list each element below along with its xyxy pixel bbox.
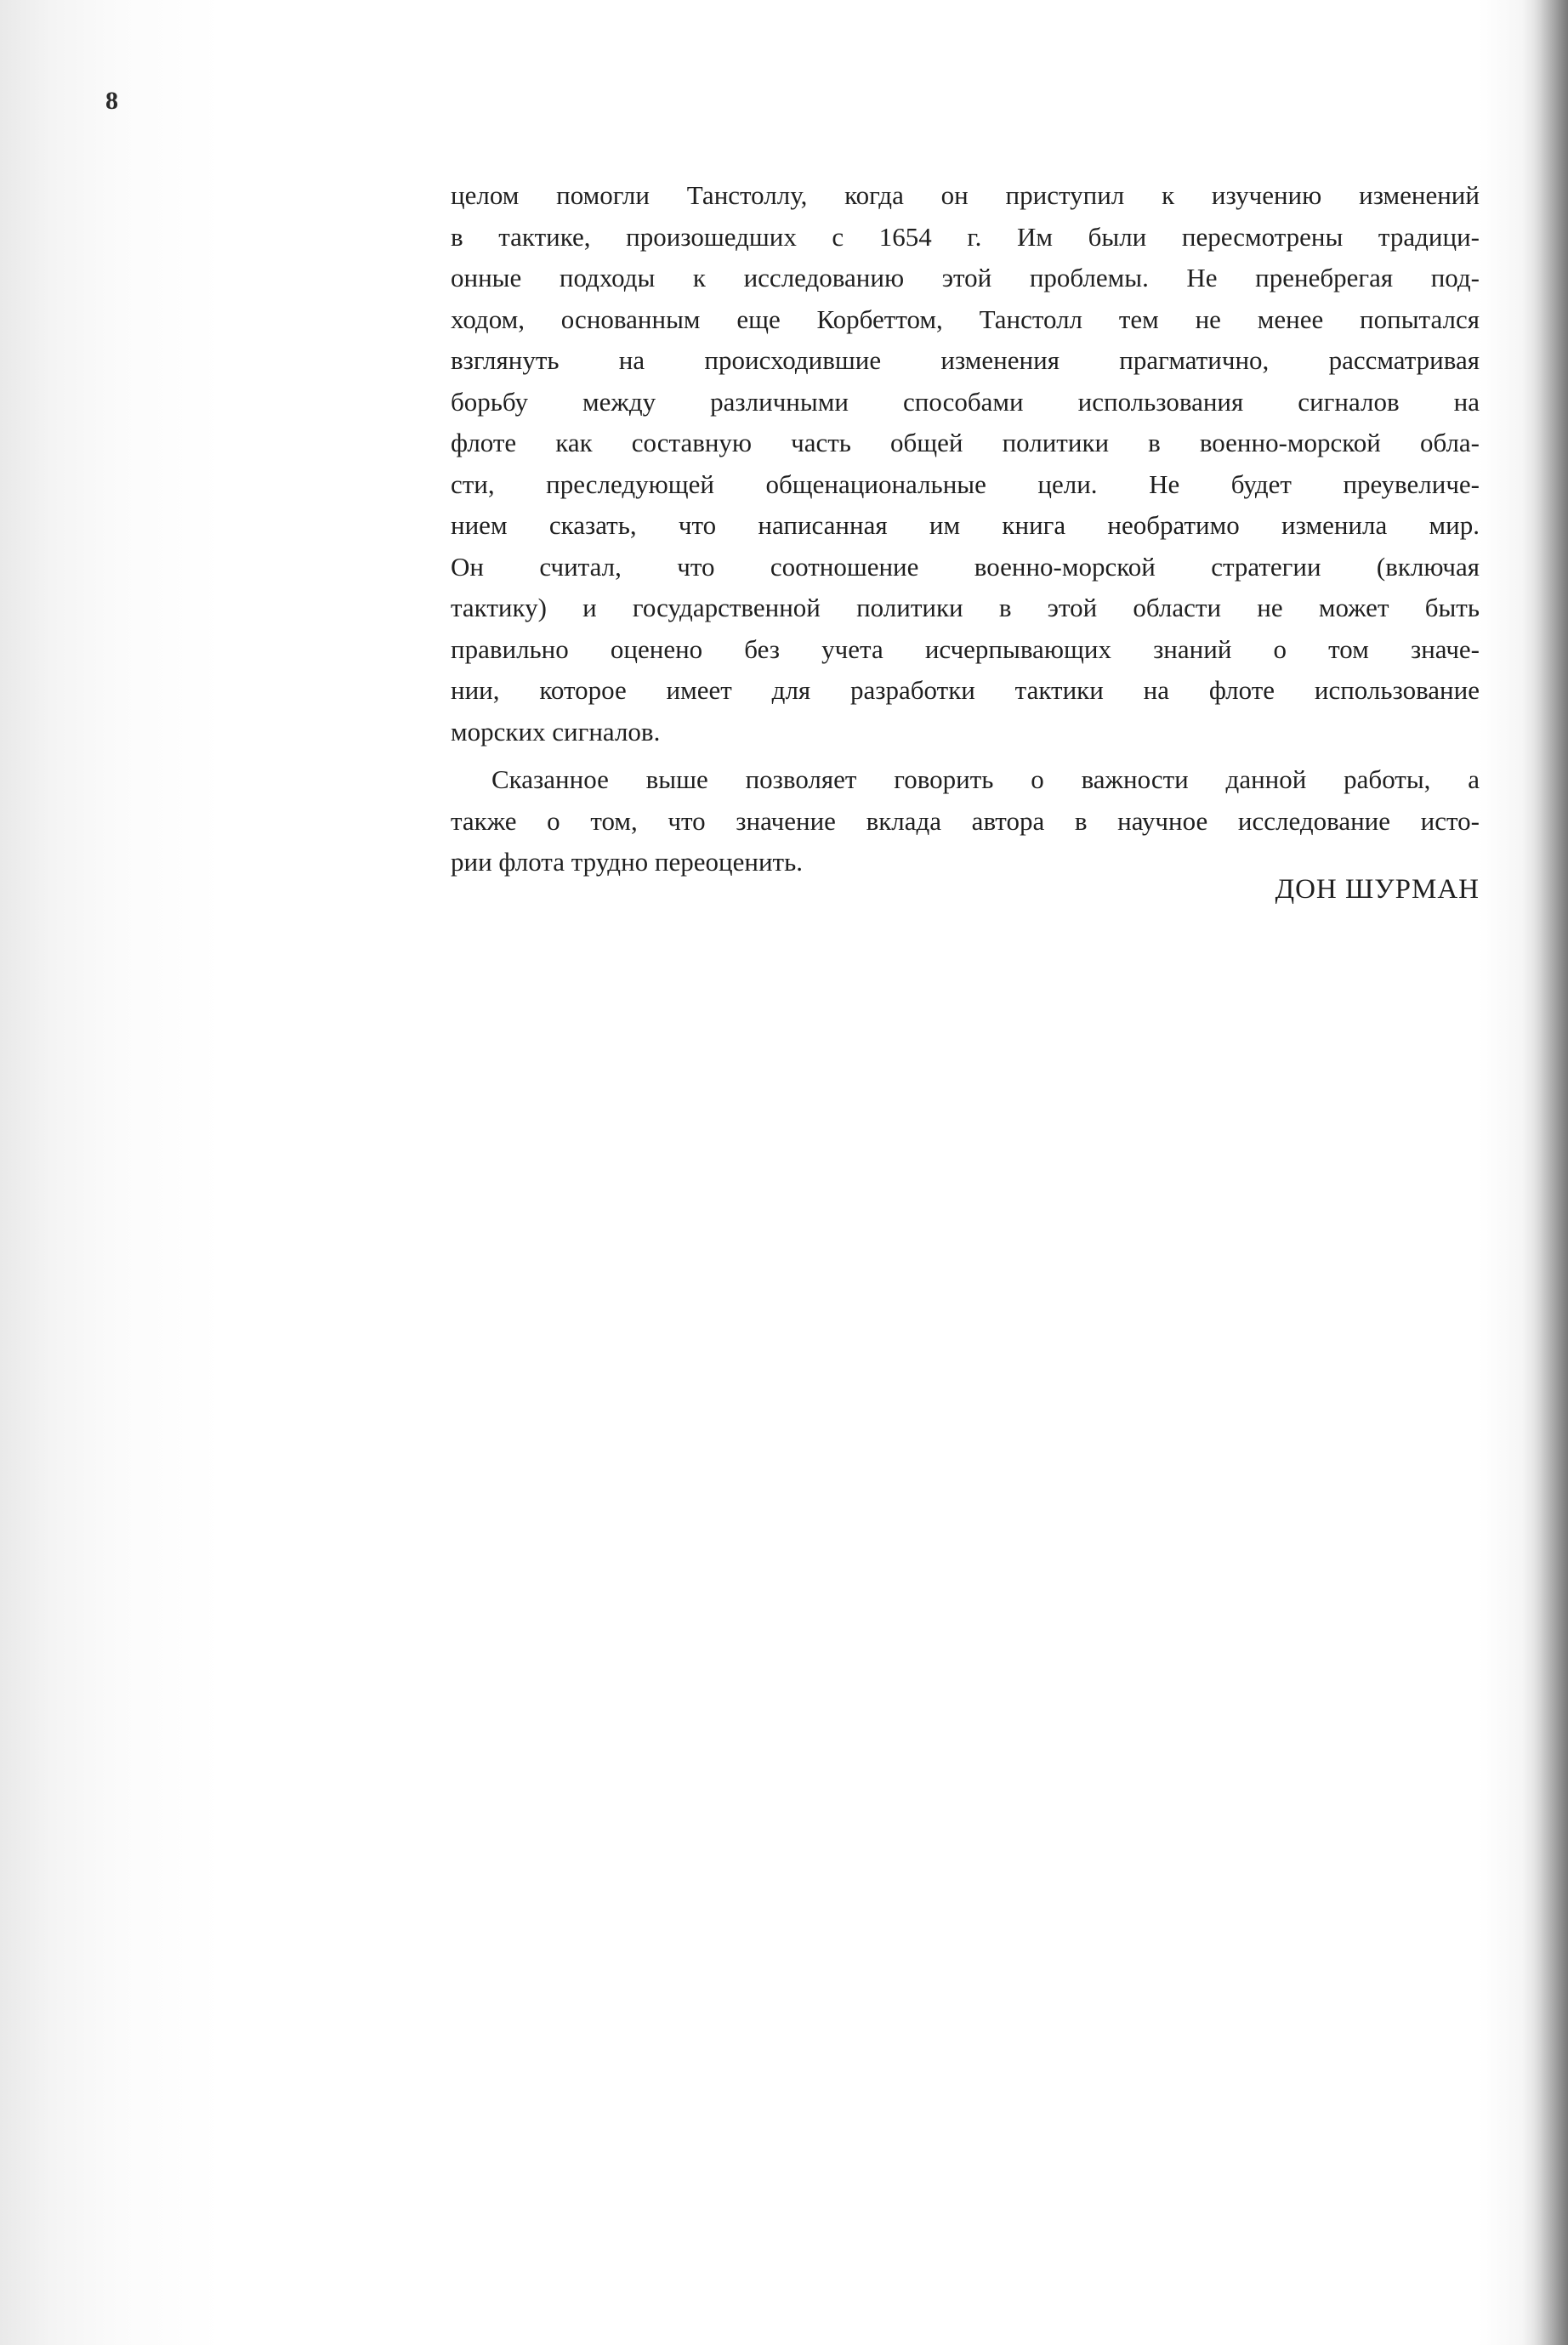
page-edge-shadow — [1534, 0, 1568, 2345]
paragraph-1 — [451, 175, 1480, 752]
body-text — [451, 175, 1480, 883]
text-line: Сказанное выше позволяет говорить о важности данной работы, а — [491, 764, 1480, 794]
text-line: рии флота трудно переоценить. — [451, 847, 803, 877]
text-line: борьбу между различными способами использования сигналов на — [451, 386, 1480, 417]
page-number: 8 — [105, 87, 118, 115]
text-line: правильно оценено без учета исчерпывающих знаний о том значе- — [451, 633, 1480, 664]
text-line: нии, которое имеет для разработки тактики на флоте использование — [451, 675, 1480, 705]
text-line: морских сигналов. — [451, 716, 661, 747]
text-line: также о том, что значение вклада автора в научное исследование исто- — [451, 805, 1480, 836]
text-line: тактику) и государственной политики в этой области не может быть — [451, 593, 1480, 622]
text-line: ходом, основанным еще Корбеттом, Танстолл тем не менее попытался — [451, 304, 1480, 334]
text-line: онные подходы к исследованию этой проблемы. Не пренебрегая под- — [451, 263, 1480, 292]
text-line: взглянуть на происходившие изменения прагматично, рассматривая — [451, 345, 1480, 375]
text-line: сти, преследующей общенациональные цели. Не будет преувеличе- — [451, 468, 1480, 499]
text-line: целом помогли Танстоллу, когда он приступил к изучению изменений — [451, 180, 1480, 210]
text-line: флоте как составную часть общей политики в военно-морской обла- — [451, 428, 1480, 457]
paragraph-2 — [451, 759, 1480, 883]
text-line: в тактике, произошедших с 1654 г. Им были пересмотрены традици- — [451, 221, 1480, 252]
text-line: Он считал, что соотношение военно-морской стратегии (включая — [451, 551, 1480, 582]
author-signature: ДОН ШУРМАН — [1275, 874, 1480, 905]
text-line: нием сказать, что написанная им книга необратимо изменила мир. — [451, 510, 1480, 540]
